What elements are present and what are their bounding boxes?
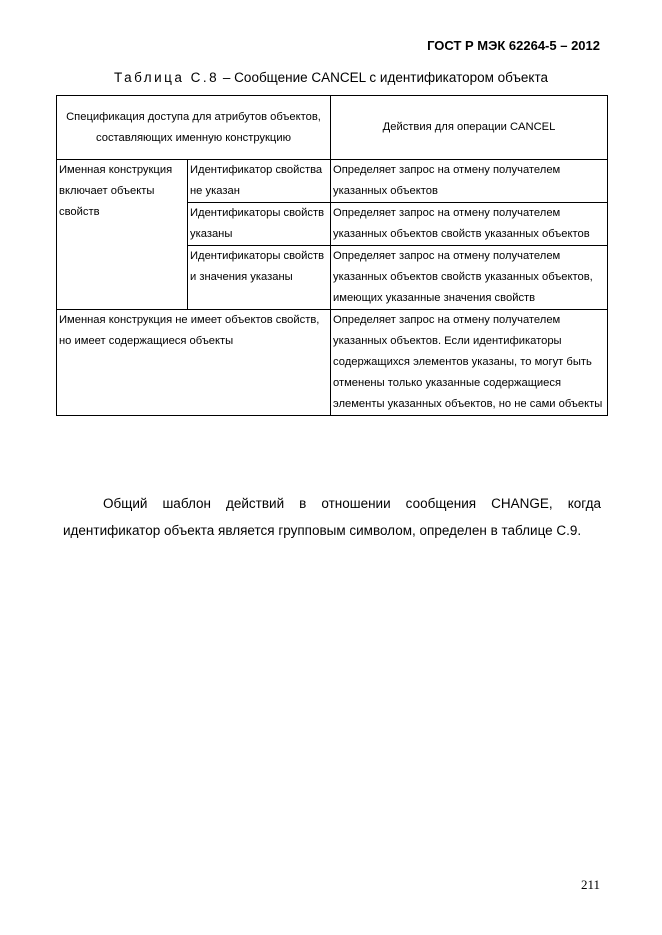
table-caption-prefix: Таблица С.8 — [113, 70, 220, 85]
table-cell-action: Определяет запрос на отмену получателем указанных объектов. Если идентификаторы содержащихся элементов указаны, то могут быть отменены только указанные содержащиеся элементы указанных объектов, но не сами объекты — [331, 310, 608, 416]
table-container — [56, 95, 607, 416]
cancel-table — [56, 95, 608, 416]
table-row — [57, 160, 608, 203]
table-caption — [0, 70, 662, 85]
table-row — [57, 310, 608, 416]
table-cell-action: Определяет запрос на отмену получателем указанных объектов свойств указанных объектов — [331, 203, 608, 246]
table-group-label: Именная конструкция включает объекты свойств — [57, 160, 188, 310]
document-header: ГОСТ Р МЭК 62264-5 – 2012 — [427, 38, 600, 53]
table-cell-condition: Идентификаторы свойств и значения указаны — [188, 246, 331, 310]
table-header-col1: Спецификация доступа для атрибутов объектов, составляющих именную конструкцию — [57, 96, 331, 160]
table-caption-text: – Сообщение CANCEL с идентификатором объекта — [219, 70, 549, 85]
table-header-row — [57, 96, 608, 160]
body-paragraph — [63, 490, 601, 544]
body-paragraph-text: Общий шаблон действий в отношении сообщения CHANGE, когда идентификатор объекта является групповым символом, определен в таблице С.9. — [63, 496, 601, 538]
table-cell-action: Определяет запрос на отмену получателем указанных объектов — [331, 160, 608, 203]
table-cell-condition: Идентификатор свойства не указан — [188, 160, 331, 203]
table-header-col2: Действия для операции CANCEL — [331, 96, 608, 160]
table-cell-condition: Идентификаторы свойств указаны — [188, 203, 331, 246]
page-number: 211 — [580, 877, 600, 892]
table-group-label: Именная конструкция не имеет объектов свойств, но имеет содержащиеся объекты — [57, 310, 331, 416]
table-cell-action: Определяет запрос на отмену получателем указанных объектов свойств указанных объектов, имеющих указанные значения свойств — [331, 246, 608, 310]
